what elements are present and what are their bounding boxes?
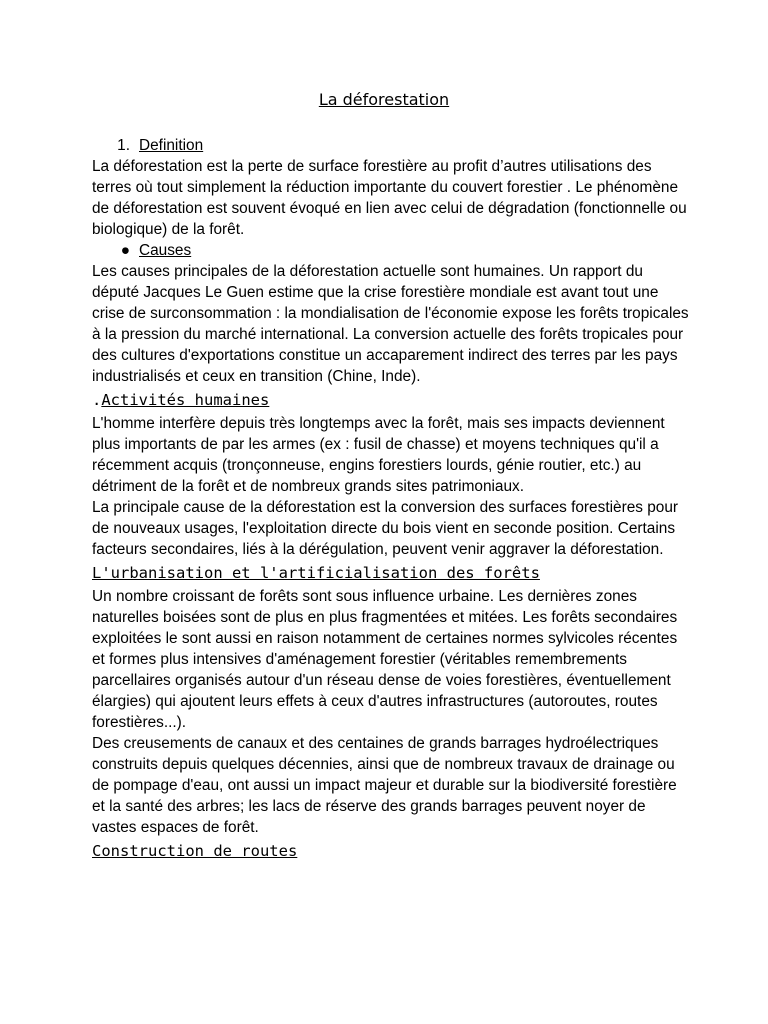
document-title — [0, 89, 768, 111]
bullet-icon: ● — [120, 242, 130, 259]
definition-paragraph: La déforestation est la perte de surface forestière au profit d’autres utilisations des terres où tout simplement la réduction importante du couvert forestier . Le phénomène de déforestation est souvent évoqué en lien avec celui de dégradation (fonctionnelle ou biologique) de la forêt. — [92, 158, 687, 238]
heading-urbanisation-text: L'urbanisation et l'artificialisation des forêts — [92, 564, 540, 582]
heading-prefix: . — [92, 391, 102, 409]
list-number: 1. — [117, 137, 130, 154]
section-definition-label: Definition — [139, 137, 204, 154]
section-definition-header — [92, 135, 692, 156]
heading-urbanisation — [92, 563, 692, 584]
heading-construction-routes — [92, 841, 692, 862]
heading-activites-humaines — [92, 390, 692, 411]
heading-construction-routes-text: Construction de routes — [92, 842, 298, 860]
urbanisation-paragraph-1: Un nombre croissant de forêts sont sous influence urbaine. Les dernières zones naturelles boisées sont de plus en plus fragmentées et mitées. Les forêts secondaires exploitées le sont aussi en raison notamment de certaines normes sylvicoles récentes et formes plus intensives d'aménagement forestier (véritables remembrements parcellaires organisés autour d'un réseau dense de voies forestières, éventuellement élargies) qui ajoutent leurs effets à ceux d'autres infrastructures (autoroutes, routes forestières...). — [92, 588, 678, 731]
section-causes-label: Causes — [139, 242, 192, 259]
document-title-text: La déforestation — [318, 90, 450, 109]
activites-paragraph-2: La principale cause de la déforestation est la conversion des surfaces forestières pour de nouveaux usages, l'exploitation directe du bois vient en seconde position. Certains facteurs secondaires, liés à la dérégulation, peuvent venir aggraver la déforestation. — [92, 499, 679, 558]
activites-paragraph-1: L'homme interfère depuis très longtemps avec la forêt, mais ses impacts deviennent plus importants de par les armes (ex : fusil de chasse) et moyens techniques qu'il a récemment acquis (tronçonneuse, engins forestiers lourds, génie routier, etc.) au détriment de la forêt et de nombreux grands sites patrimoniaux. — [92, 415, 665, 495]
urbanisation-paragraph-2: Des creusements de canaux et des centaines de grands barrages hydroélectriques construits depuis quelques décennies, ainsi que de nombreux travaux de drainage ou de pompage d'eau, ont aussi un impact majeur et durable sur la biodiversité forestière et la santé des arbres; les lacs de réserve des grands barrages peuvent noyer de vastes espaces de forêt. — [92, 735, 677, 836]
causes-paragraph: Les causes principales de la déforestation actuelle sont humaines. Un rapport du député Jacques Le Guen estime que la crise forestière mondiale est avant tout une crise de surconsommation : la mondialisation de l'économie expose les forêts tropicales à la pression du marché international. La conversion actuelle des forêts tropicales pour des cultures d'exportations constitue un accaparement indirect des terres par les pays industrialisés et ceux en transition (Chine, Inde). — [92, 263, 689, 385]
section-causes-header — [92, 240, 692, 261]
heading-activites-humaines-text: Activités humaines — [101, 391, 270, 409]
document-body — [92, 135, 692, 864]
